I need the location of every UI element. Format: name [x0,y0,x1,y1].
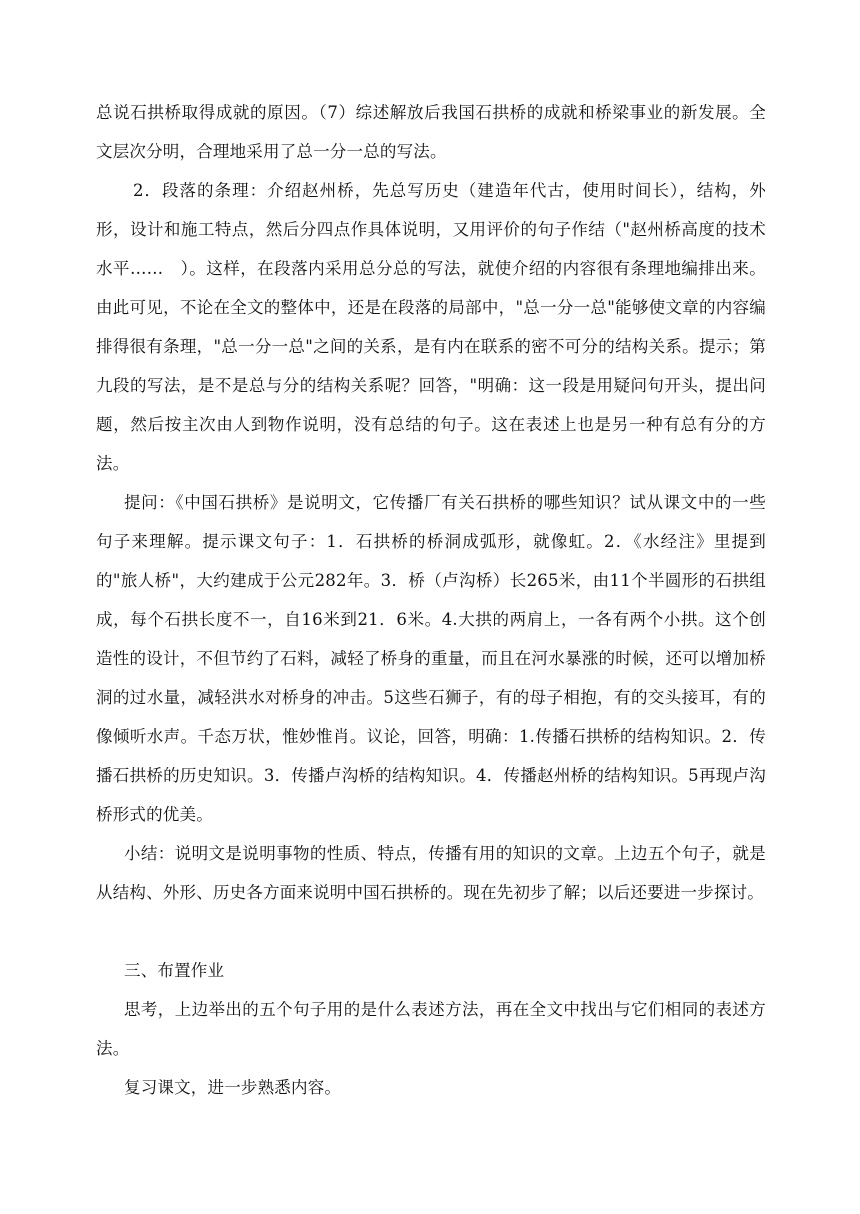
paragraph-summary: 小结：说明文是说明事物的性质、特点，传播有用的知识的文章。上边五个句子，就是从结构、外形、历史各方面来说明中国石拱桥的。现在先初步了解；以后还要进一步探讨。 [96,844,766,902]
paragraph-question-knowledge: 提问：《中国石拱桥》是说明文，它传播厂有关石拱桥的哪些知识？试从课文中的一些句子来理解。提示课文句子：1．石拱桥的桥洞成弧形，就像虹。2．《水经注》里提到的"旅人桥"，大约建成于公元282年。3．桥（卢沟桥）长265米，由11个半圆形的石拱组成，每个石拱长度不一，自16米到21．6米。4.大拱的两肩上，一各有两个小拱。这个创造性的设计，不但节约了石料，减轻了桥身的重量，而且在河水暴涨的时候，还可以增加桥洞的过水量，减轻洪水对桥身的冲击。5这些石狮子，有的母子相抱，有的交头接耳，有的像倾听水声。千态万状，惟妙惟肖。议论，回答，明确：1.传播石拱桥的结构知识。2．传播石拱桥的历史知识。3．传播卢沟桥的结构知识。4．传播赵州桥的结构知识。5再现卢沟桥形式的优美。 [96,493,766,824]
paragraph-homework-review: 复习课文，进一步熟悉内容。 [124,1078,342,1097]
paragraph-summary-continuation: 总说石拱桥取得成就的原因。（7）综述解放后我国石拱桥的成就和桥梁事业的新发展。全文层次分明，合理地采用了总一分一总的写法。 [96,103,766,161]
paragraph-structure-analysis: 2．段落的条理：介绍赵州桥，先总写历史（建造年代古，使用时间长），结构，外形，设计和施工特点，然后分四点作具体说明，又用评价的句子作结（"赵州桥高度的技术水平…… ）。这样，在段落内采用总分总的写法，就使介绍的内容很有条理地编排出来。由此可见，不论在全文的整体中，还是在段落的局部中，"总一分一总"能够使文章的内容编排得很有条理，"总一分一总"之间的关系，是有内在联系的密不可分的结构关系。提示；第九段的写法，是不是总与分的结构关系呢？回答，"明确：这一段是用疑问句开头，提出问题，然后按主次由人到物作说明，没有总结的句子。这在表述上也是另一种有总有分的方法。 [96,181,766,473]
section-heading-homework: 三、布置作业 [124,961,225,980]
paragraph-homework-think: 思考，上边举出的五个句子用的是什么表述方法，再在全文中找出与它们相同的表述方法。 [96,1000,766,1058]
